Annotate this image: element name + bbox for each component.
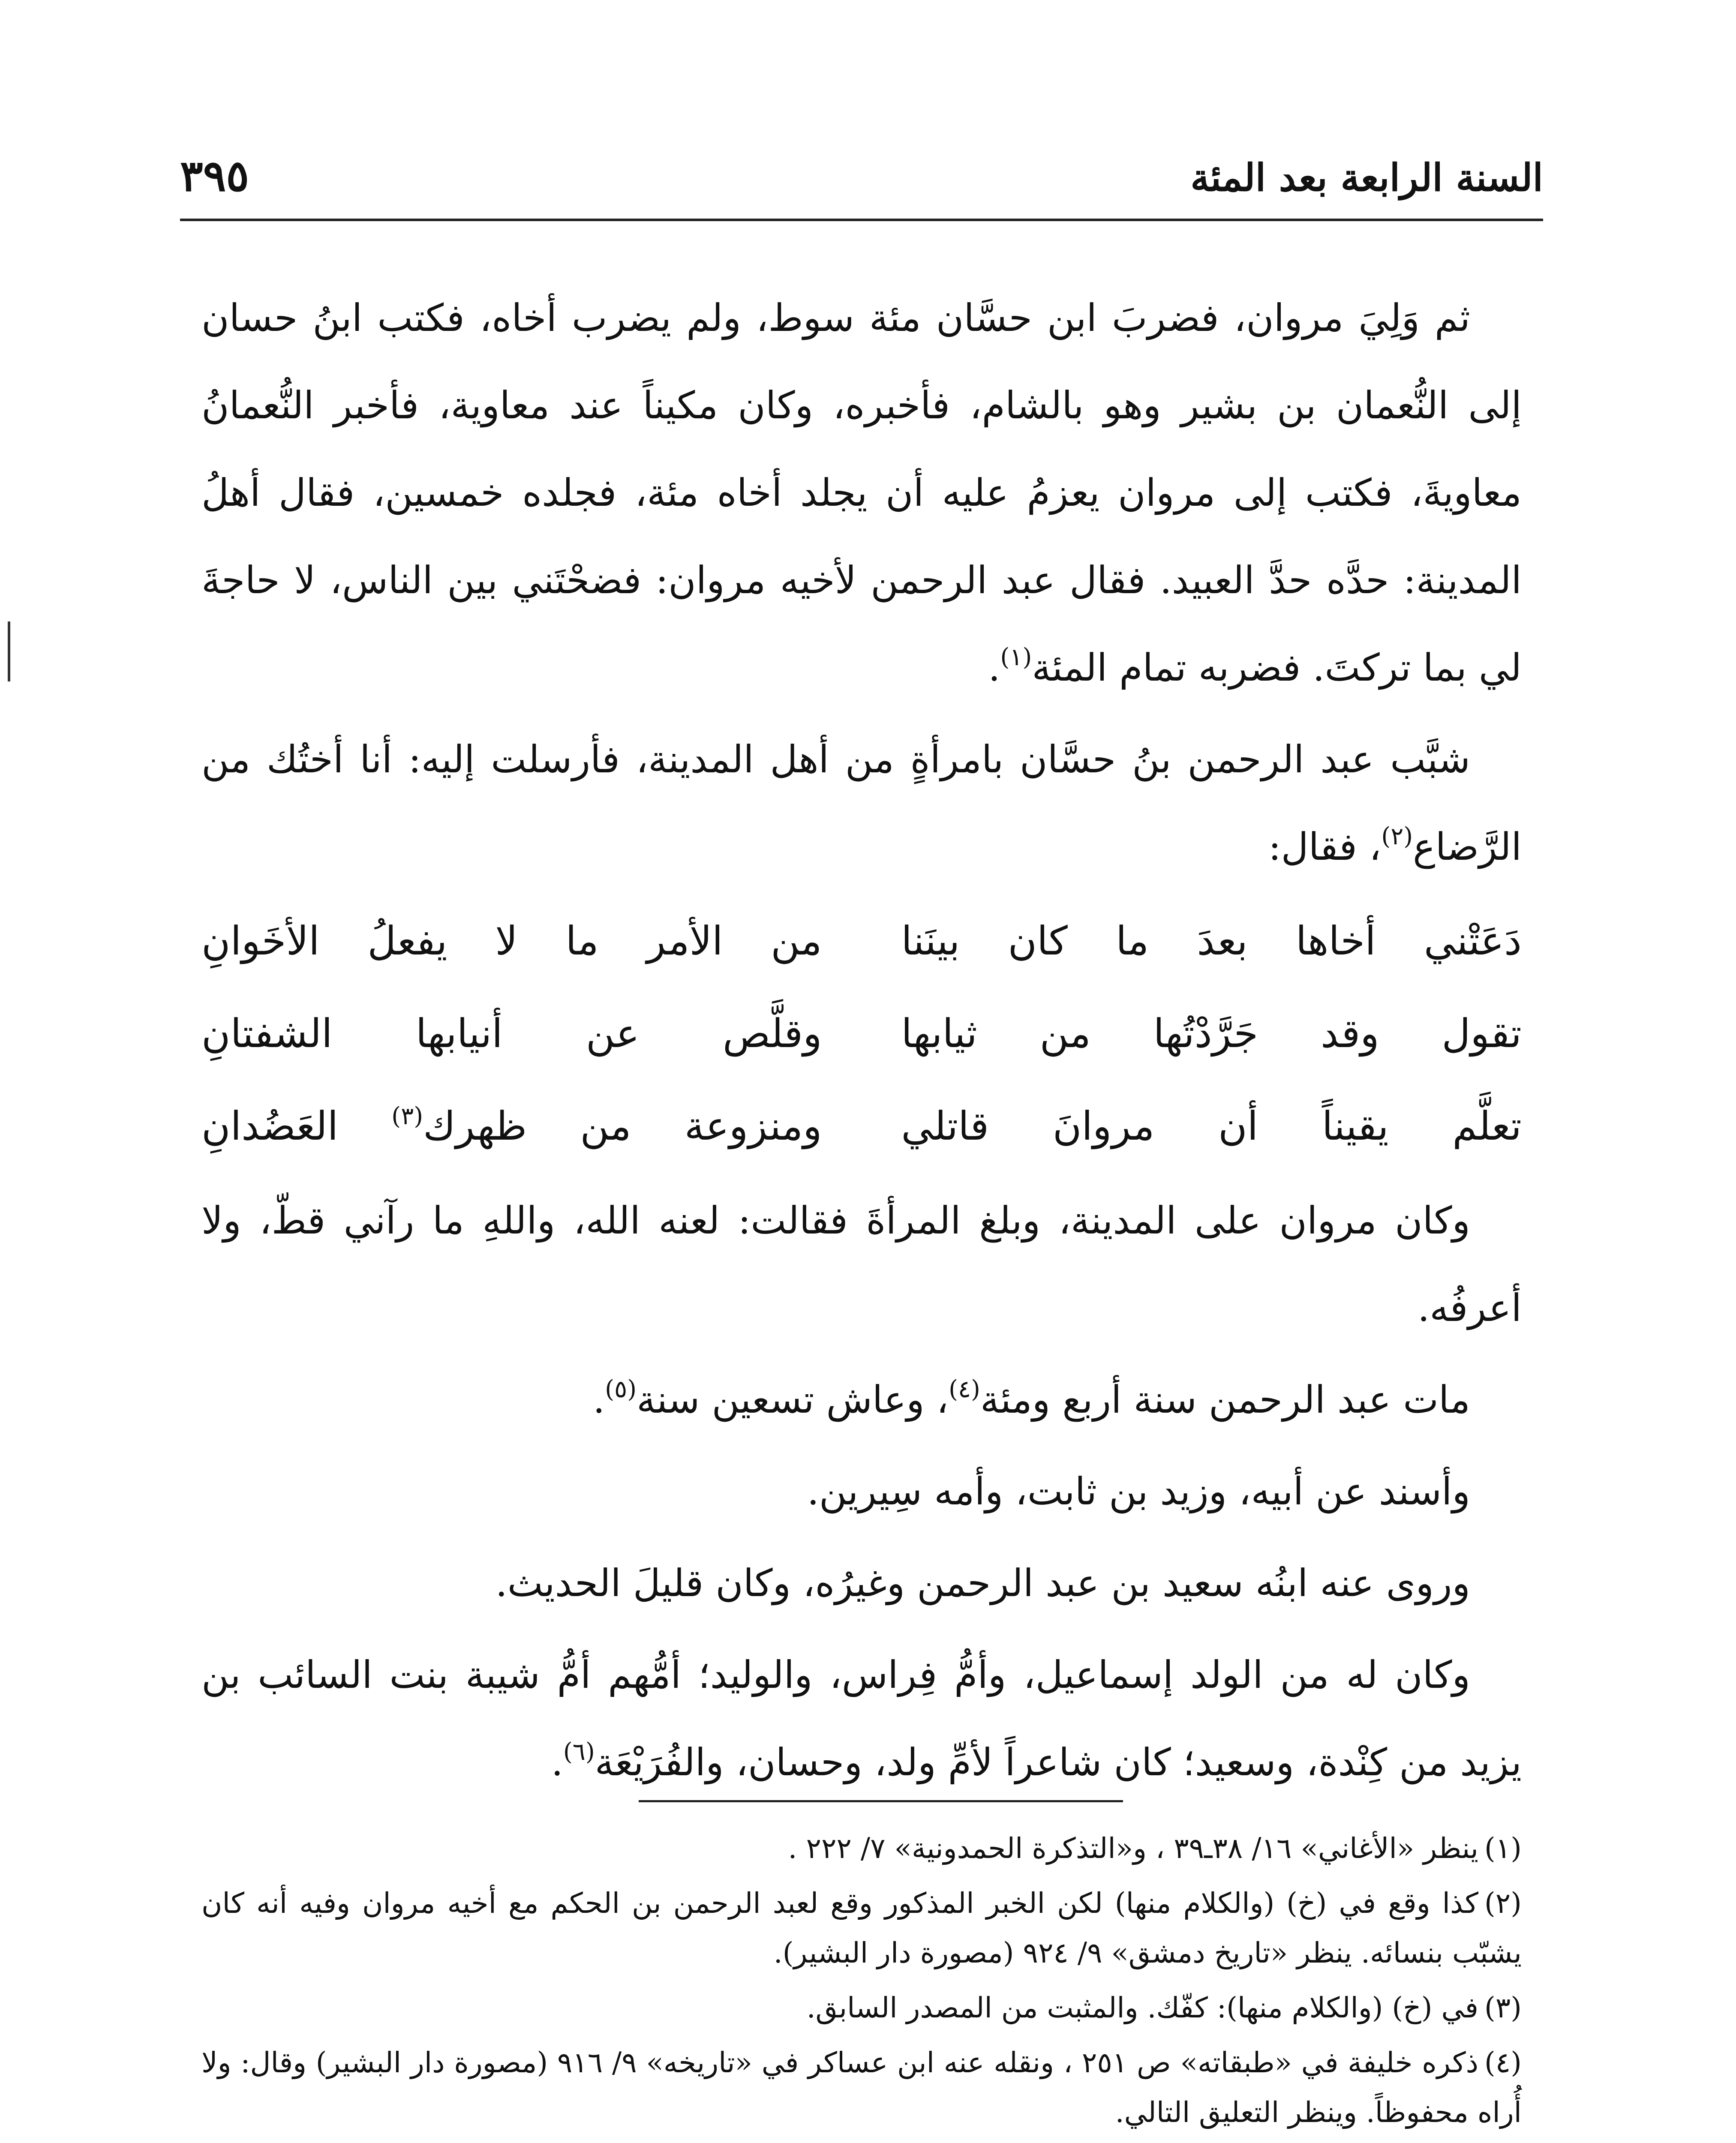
paragraph-4-text: مات عبد الرحمن سنة أربع ومئة: [980, 1378, 1470, 1422]
verse-second-hemistich-end: العَضُدانِ: [201, 1103, 392, 1149]
footnotes: [201, 1824, 1522, 2143]
poem: [201, 895, 1522, 1173]
poem-verse: [201, 1080, 1522, 1173]
footnote: [201, 1983, 1522, 2033]
footnote: [201, 1879, 1522, 1978]
footnote-number: (١): [1484, 1832, 1522, 1865]
paragraph-1: [201, 274, 1522, 711]
paragraph-3: وكان مروان على المدينة، وبلغ المرأةَ فقالت: لعنه الله، واللهِ ما رآني قطّ، ولا أعرفُه.: [201, 1198, 1522, 1330]
margin-mark: [8, 621, 10, 681]
paragraph-1-end: .: [988, 645, 1000, 690]
header-rule: [180, 219, 1543, 221]
footnote-text: في (خ) (والكلام منها): كفّك. والمثبت من المصدر السابق.: [806, 1991, 1479, 2024]
verse-second-hemistich: [201, 1083, 822, 1170]
poem-verse: [201, 987, 1522, 1080]
paragraph-4-end: .: [593, 1378, 605, 1422]
footnote-ref-5: (٥): [605, 1375, 637, 1403]
footnote-ref-2: (٢): [1381, 822, 1413, 850]
paragraph-7: [201, 1631, 1522, 1806]
verse-first-hemistich: تعلَّم يقيناً أن مروانَ قاتلي: [901, 1103, 1522, 1149]
verse-first-hemistich: تقول وقد جَرَّدْتُها من ثيابها: [901, 1011, 1522, 1056]
paragraph-2-text: شبَّب عبد الرحمن بنُ حسَّان بامرأةٍ من أهل المدينة، فأرسلت إليه: أنا أختُك من الرَّضاع: [201, 737, 1522, 869]
paragraph-7-end: .: [551, 1740, 563, 1784]
paragraph-5: وأسند عن أبيه، وزيد بن ثابت، وأمه سِيرين.: [807, 1469, 1470, 1513]
poem-verse: [201, 895, 1522, 987]
footnote-ref-6: (٦): [563, 1738, 595, 1766]
footnote-text: ينظر «الأغاني» ١٦/ ٣٨ـ٣٩ ، و«التذكرة الحمدونية» ٧/ ٢٢٢ .: [788, 1832, 1479, 1865]
footnote-ref-4: (٤): [949, 1375, 980, 1403]
footnote: [201, 2038, 1522, 2137]
footnote-number: (٤): [1484, 2046, 1522, 2079]
footnote-ref-1: (١): [1000, 643, 1032, 671]
footnote-number: (٢): [1484, 1887, 1522, 1920]
verse-second-hemistich-text: ومنزوعة من ظهرك: [423, 1103, 822, 1149]
verse-first-hemistich: دَعَتْني أخاها بعدَ ما كان بينَنا: [901, 918, 1522, 964]
page-header: [180, 150, 1543, 206]
footnote-number: (٣): [1484, 1991, 1522, 2024]
paragraph-1-text: ثم وَلِيَ مروان، فضربَ ابن حسَّان مئة سوط، ولم يضرب أخاه، فكتب ابنُ حسان إلى النُّعمان بن بشير وهو بالشام، فأخبره، وكان مكيناً عند معاوية، فأخبر النُّعمانُ معاويةَ، فكتب إلى مروان يعزمُ عليه أن يجلد أخاه مئة، فجلده خمسين، فقال أهلُ المدينة: حدَّه حدَّ العبيد. فقال عبد الرحمن لأخيه مروان: فضحْتَني بين الناس، لا حاجةَ لي بما تركتَ. فضربه تمام المئة: [201, 296, 1522, 690]
footnote: [201, 1824, 1522, 1873]
footnote-separator: [639, 1800, 1123, 1802]
verse-second-hemistich: من الأمر ما لا يفعلُ الأخَوانِ: [201, 918, 822, 964]
paragraph-4-middle: ، وعاش تسعين سنة: [637, 1378, 949, 1422]
footnote-text: كذا وقع في (خ) (والكلام منها) لكن الخبر المذكور وقع لعبد الرحمن بن الحكم مع أخيه مروان وفيه أنه كان يشبّب بنسائه. ينظر «تاريخ دمشق» ٩/ ٩٢٤ (مصورة دار البشير).: [201, 1887, 1522, 1969]
paragraph-2: [201, 716, 1522, 891]
paragraph-7-text: وكان له من الولد إسماعيل، وأمُّ فِراس، والوليد؛ أمُّهم أمُّ شيبة بنت السائب بن يزيد من كِنْدة، وسعيد؛ كان شاعراً لأمِّ ولد، وحسان، والفُرَيْعَة: [201, 1653, 1522, 1784]
footnote-ref-3: (٣): [391, 1102, 423, 1130]
paragraph-4: [201, 1356, 1522, 1444]
running-title: السنة الرابعة بعد المئة: [1190, 155, 1543, 200]
page-number: ٣٩٥: [180, 150, 249, 201]
paragraph-2-end: ، فقال:: [1268, 825, 1382, 869]
footnote-text: ذكره خليفة في «طبقاته» ص ٢٥١ ، ونقله عنه ابن عساكر في «تاريخه» ٩/ ٩١٦ (مصورة دار البشير) وقال: ولا أُراه محفوظاً. وينظر التعليق التالي.: [201, 2046, 1522, 2129]
paragraph-6: وروى عنه ابنُه سعيد بن عبد الرحمن وغيرُه، وكان قليلَ الحديث.: [495, 1561, 1470, 1605]
main-text: [201, 274, 1522, 1810]
verse-second-hemistich: وقلَّص عن أنيابها الشفتانِ: [201, 1011, 822, 1056]
